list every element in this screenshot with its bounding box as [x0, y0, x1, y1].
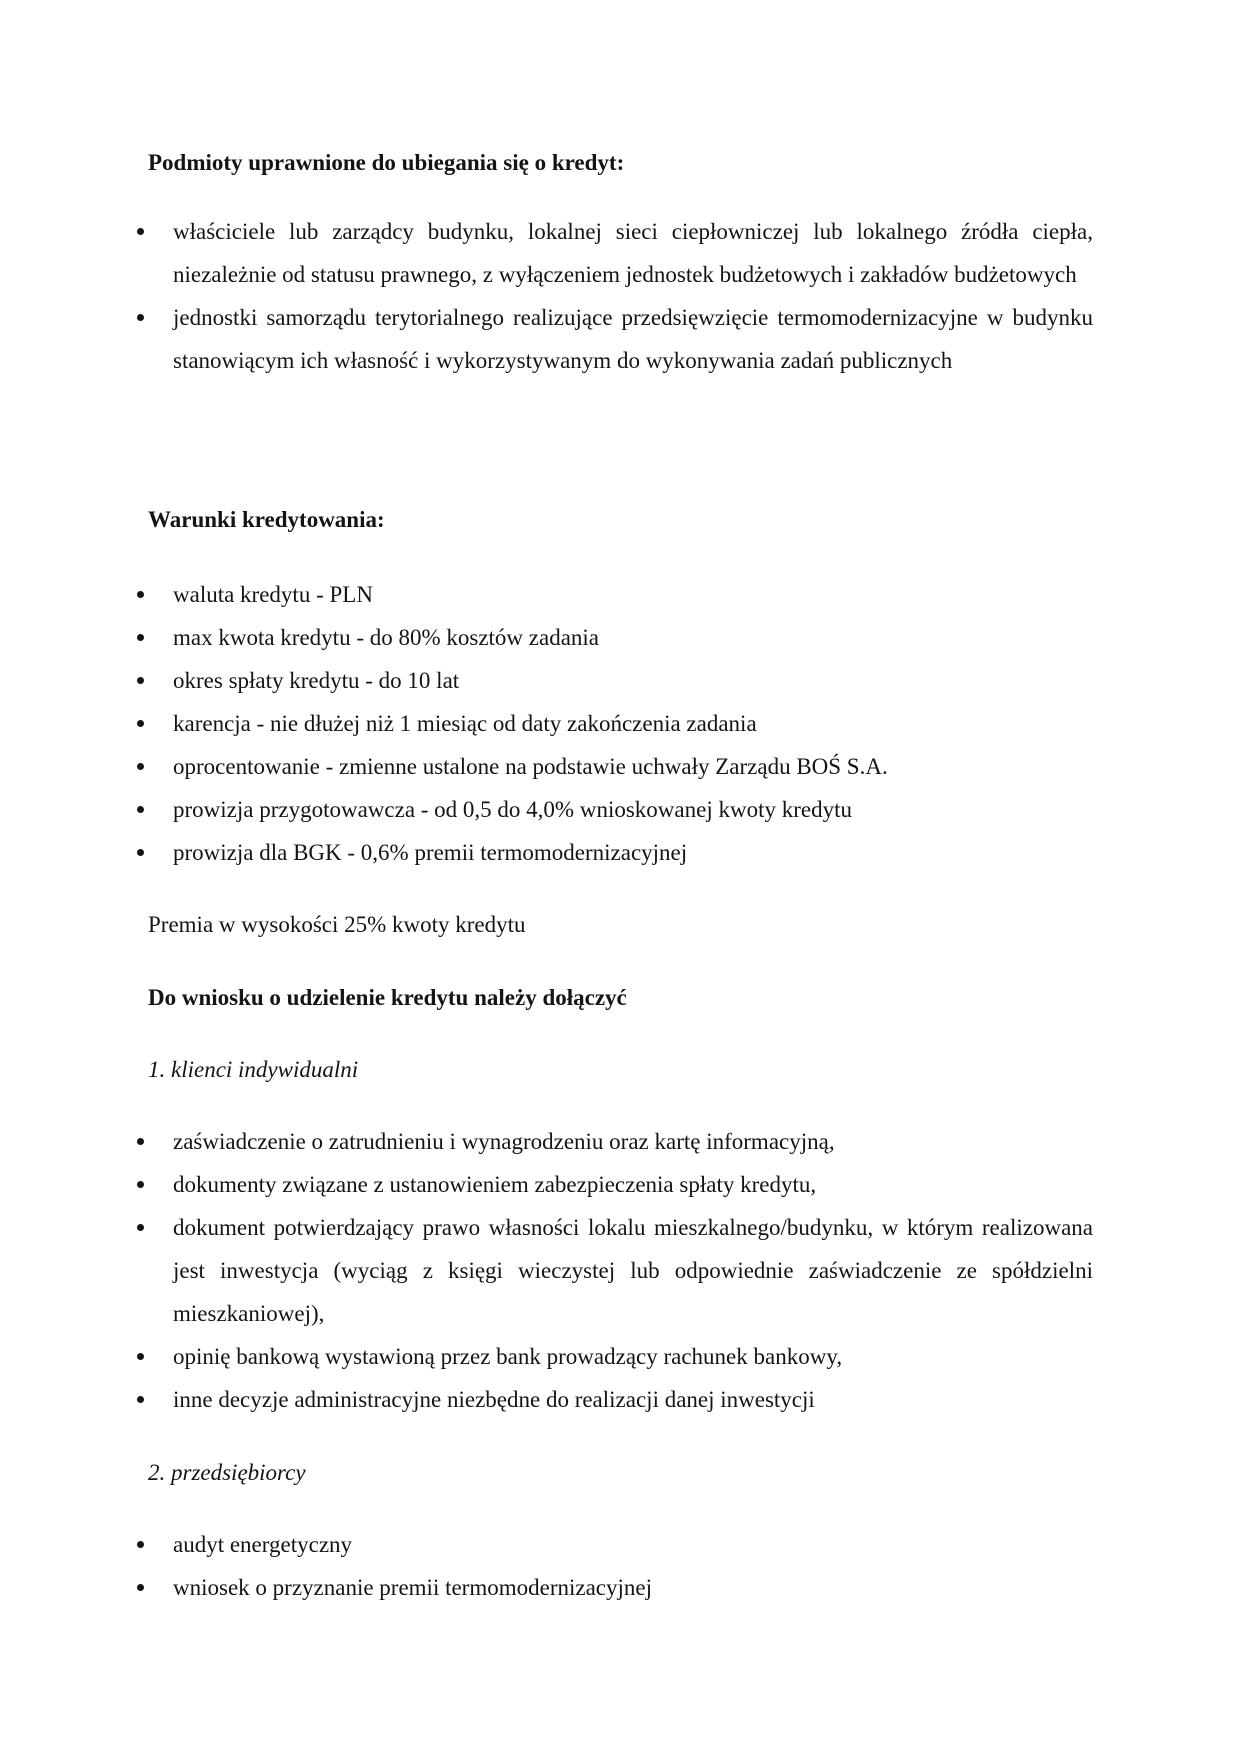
subheading-individual-clients: 1. klienci indywidualni — [148, 1057, 359, 1082]
list-item: prowizja dla BGK - 0,6% premii termomodernizacyjnej — [0, 831, 1093, 874]
bullet-icon — [137, 1181, 144, 1188]
list-item: wniosek o przyznanie premii termomodernizacyjnej — [0, 1566, 1093, 1609]
subheading-entrepreneurs: 2. przedsiębiorcy — [148, 1460, 306, 1485]
bullet-icon — [137, 1396, 144, 1403]
bullet-icon — [137, 849, 144, 856]
list-item: okres spłaty kredytu - do 10 lat — [0, 659, 1093, 702]
list-item: inne decyzje administracyjne niezbędne do realizacji danej inwestycji — [0, 1378, 1093, 1421]
bullet-icon — [137, 1541, 144, 1548]
list-item: właściciele lub zarządcy budynku, lokalnej sieci ciepłowniczej lub lokalnego źródła ciepła, niezależnie od statusu prawnego, z wyłączeniem jednostek budżetowych i zakładów budżetowych — [0, 210, 1093, 296]
list-item: karencja - nie dłużej niż 1 miesiąc od daty zakończenia zadania — [0, 702, 1093, 745]
list-item: max kwota kredytu - do 80% kosztów zadania — [0, 616, 1093, 659]
list-item: zaświadczenie o zatrudnieniu i wynagrodzeniu oraz kartę informacyjną, — [0, 1120, 1093, 1163]
credit-conditions-list — [0, 573, 1240, 874]
bullet-icon — [137, 1353, 144, 1360]
premium-note: Premia w wysokości 25% kwoty kredytu — [148, 912, 526, 937]
entrepreneurs-documents-list — [0, 1523, 1240, 1609]
section-heading-required-documents: Do wniosku o udzielenie kredytu należy dołączyć — [148, 985, 627, 1010]
bullet-icon — [137, 1224, 144, 1231]
bullet-icon — [137, 228, 144, 235]
list-item: dokumenty związane z ustanowieniem zabezpieczenia spłaty kredytu, — [0, 1163, 1093, 1206]
bullet-icon — [137, 314, 144, 321]
bullet-icon — [137, 634, 144, 641]
section-heading-credit-conditions: Warunki kredytowania: — [148, 507, 385, 532]
eligible-entities-list — [0, 210, 1240, 382]
list-item: jednostki samorządu terytorialnego realizujące przedsięwzięcie termomodernizacyjne w budynku stanowiącym ich własność i wykorzystywanym do wykonywania zadań publicznych — [0, 296, 1093, 382]
list-item: dokument potwierdzający prawo własności lokalu mieszkalnego/budynku, w którym realizowana jest inwestycja (wyciąg z księgi wieczystej lub odpowiednie zaświadczenie ze spółdzielni mieszkaniowej), — [0, 1206, 1093, 1335]
bullet-icon — [137, 1584, 144, 1591]
bullet-icon — [137, 720, 144, 727]
list-item: opinię bankową wystawioną przez bank prowadzący rachunek bankowy, — [0, 1335, 1093, 1378]
list-item: oprocentowanie - zmienne ustalone na podstawie uchwały Zarządu BOŚ S.A. — [0, 745, 1093, 788]
bullet-icon — [137, 677, 144, 684]
list-item: waluta kredytu - PLN — [0, 573, 1093, 616]
bullet-icon — [137, 1138, 144, 1145]
bullet-icon — [137, 591, 144, 598]
list-item: prowizja przygotowawcza - od 0,5 do 4,0% wnioskowanej kwoty kredytu — [0, 788, 1093, 831]
section-heading-eligible-entities: Podmioty uprawnione do ubiegania się o kredyt: — [148, 150, 625, 175]
list-item: audyt energetyczny — [0, 1523, 1093, 1566]
bullet-icon — [137, 806, 144, 813]
individual-clients-documents-list — [0, 1120, 1240, 1421]
bullet-icon — [137, 763, 144, 770]
